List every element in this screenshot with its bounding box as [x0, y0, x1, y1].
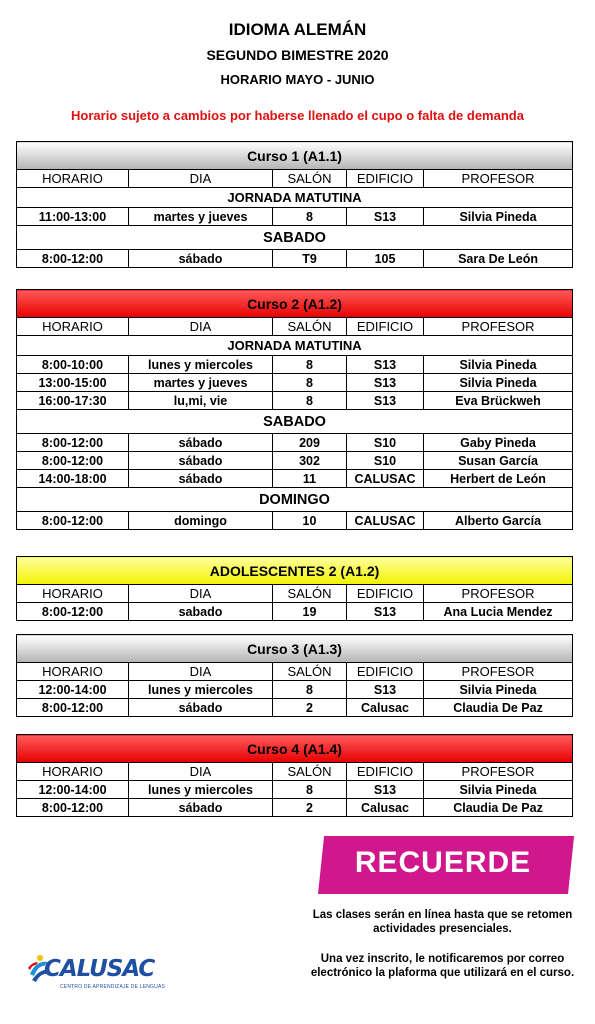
table-cell: S10	[347, 452, 424, 470]
table-cell: Gaby Pineda	[424, 434, 573, 452]
table-cell: lunes y miercoles	[129, 781, 273, 799]
table-cell: 8:00-10:00	[17, 356, 129, 374]
table-cell: S13	[347, 356, 424, 374]
table-row	[17, 470, 573, 488]
course-block	[16, 141, 572, 268]
table-cell: martes y jueves	[129, 208, 273, 226]
column-header: EDIFICIO	[347, 763, 424, 781]
table-cell: 8:00-12:00	[17, 799, 129, 817]
column-header: EDIFICIO	[347, 318, 424, 336]
table-cell: CALUSAC	[347, 470, 424, 488]
table-cell: lunes y miercoles	[129, 681, 273, 699]
course-title: ADOLESCENTES 2 (A1.2)	[17, 557, 573, 585]
table-cell: Eva Brückweh	[424, 392, 573, 410]
column-header: PROFESOR	[424, 585, 573, 603]
table-cell: 105	[347, 250, 424, 268]
table-cell: Silvia Pineda	[424, 208, 573, 226]
table-row	[17, 208, 573, 226]
table-cell: martes y jueves	[129, 374, 273, 392]
table-cell: Silvia Pineda	[424, 356, 573, 374]
table-cell: 8	[273, 781, 347, 799]
table-cell: 12:00-14:00	[17, 681, 129, 699]
table-row	[17, 781, 573, 799]
course-block	[16, 634, 572, 717]
course-block	[16, 556, 572, 621]
info-online-classes: Las clases serán en línea hasta que se retomen actividades presenciales.	[312, 909, 573, 935]
table-cell: S13	[347, 392, 424, 410]
table-cell: Calusac	[347, 799, 424, 817]
table-row	[17, 356, 573, 374]
column-header: HORARIO	[17, 763, 129, 781]
table-row	[17, 250, 573, 268]
table-row	[17, 699, 573, 717]
schedule-range: HORARIO MAYO - JUNIO	[220, 72, 375, 87]
table-cell: S13	[347, 603, 424, 621]
table-cell: 8:00-12:00	[17, 452, 129, 470]
table-cell: 8	[273, 208, 347, 226]
table-cell: 12:00-14:00	[17, 781, 129, 799]
table-cell: sabado	[129, 603, 273, 621]
course-block	[16, 289, 572, 530]
column-header: HORARIO	[17, 663, 129, 681]
column-header: DIA	[129, 318, 273, 336]
table-cell: S13	[347, 681, 424, 699]
schedule-table	[16, 734, 573, 817]
notice-text: Horario sujeto a cambios por haberse llenado el cupo o falta de demanda	[71, 108, 524, 123]
table-cell: 13:00-15:00	[17, 374, 129, 392]
column-header: HORARIO	[17, 585, 129, 603]
logo-name: CALUSAC	[44, 956, 155, 982]
table-cell: 8	[273, 374, 347, 392]
table-cell: Claudia De Paz	[424, 699, 573, 717]
table-cell: 8:00-12:00	[17, 434, 129, 452]
page-title: IDIOMA ALEMÁN	[228, 20, 367, 39]
table-cell: CALUSAC	[347, 512, 424, 530]
course-title: Curso 2 (A1.2)	[17, 290, 573, 318]
logo-subtitle: CENTRO DE APRENDIZAJE DE LENGUAS	[60, 984, 166, 990]
column-header: SALÓN	[273, 663, 347, 681]
table-cell: 8	[273, 356, 347, 374]
column-header: EDIFICIO	[347, 585, 424, 603]
section-heading: DOMINGO	[17, 488, 573, 512]
schedule-table	[16, 634, 573, 717]
section-heading: JORNADA MATUTINA	[17, 188, 573, 208]
table-cell: Silvia Pineda	[424, 781, 573, 799]
table-cell: 16:00-17:30	[17, 392, 129, 410]
table-cell: 209	[273, 434, 347, 452]
table-row	[17, 512, 573, 530]
column-header: DIA	[129, 585, 273, 603]
course-block	[16, 734, 572, 817]
table-row	[17, 681, 573, 699]
table-cell: Susan García	[424, 452, 573, 470]
table-cell: 8:00-12:00	[17, 699, 129, 717]
column-header: DIA	[129, 763, 273, 781]
table-cell: sábado	[129, 470, 273, 488]
page-subtitle: SEGUNDO BIMESTRE 2020	[206, 47, 389, 63]
column-header: PROFESOR	[424, 318, 573, 336]
table-cell: 8	[273, 681, 347, 699]
table-row	[17, 374, 573, 392]
table-row	[17, 452, 573, 470]
table-cell: 11	[273, 470, 347, 488]
table-cell: S13	[347, 208, 424, 226]
schedule-table	[16, 141, 573, 268]
column-header: PROFESOR	[424, 763, 573, 781]
schedule-table	[16, 289, 573, 530]
table-cell: sábado	[129, 799, 273, 817]
column-header: HORARIO	[17, 318, 129, 336]
table-cell: Sara De León	[424, 250, 573, 268]
table-cell: domingo	[129, 512, 273, 530]
table-cell: Ana Lucia Mendez	[424, 603, 573, 621]
table-cell: S13	[347, 781, 424, 799]
table-cell: lu,mi, vie	[129, 392, 273, 410]
table-cell: S10	[347, 434, 424, 452]
table-cell: 11:00-13:00	[17, 208, 129, 226]
column-header: PROFESOR	[424, 170, 573, 188]
recuerde-label: RECUERDE	[354, 846, 532, 879]
table-cell: Silvia Pineda	[424, 681, 573, 699]
table-cell: sábado	[129, 250, 273, 268]
column-header: SALÓN	[273, 318, 347, 336]
table-cell: Alberto García	[424, 512, 573, 530]
table-cell: 10	[273, 512, 347, 530]
table-row	[17, 603, 573, 621]
column-header: EDIFICIO	[347, 170, 424, 188]
table-cell: Claudia De Paz	[424, 799, 573, 817]
course-title: Curso 3 (A1.3)	[17, 635, 573, 663]
table-cell: T9	[273, 250, 347, 268]
table-cell: 8:00-12:00	[17, 603, 129, 621]
table-cell: 14:00-18:00	[17, 470, 129, 488]
course-title: Curso 4 (A1.4)	[17, 735, 573, 763]
table-cell: sábado	[129, 699, 273, 717]
table-row	[17, 392, 573, 410]
course-title: Curso 1 (A1.1)	[17, 142, 573, 170]
table-row	[17, 434, 573, 452]
column-header: SALÓN	[273, 763, 347, 781]
table-cell: 8:00-12:00	[17, 250, 129, 268]
table-cell: 2	[273, 799, 347, 817]
column-header: DIA	[129, 170, 273, 188]
section-heading: SABADO	[17, 410, 573, 434]
table-cell: 8:00-12:00	[17, 512, 129, 530]
table-cell: Herbert de León	[424, 470, 573, 488]
column-header: PROFESOR	[424, 663, 573, 681]
column-header: HORARIO	[17, 170, 129, 188]
table-cell: S13	[347, 374, 424, 392]
section-heading: JORNADA MATUTINA	[17, 336, 573, 356]
table-cell: 8	[273, 392, 347, 410]
table-cell: Calusac	[347, 699, 424, 717]
table-cell: sábado	[129, 452, 273, 470]
table-cell: 19	[273, 603, 347, 621]
schedule-table	[16, 556, 573, 621]
table-cell: 2	[273, 699, 347, 717]
table-row	[17, 799, 573, 817]
column-header: EDIFICIO	[347, 663, 424, 681]
table-cell: lunes y miercoles	[129, 356, 273, 374]
table-cell: Silvia Pineda	[424, 374, 573, 392]
column-header: SALÓN	[273, 170, 347, 188]
table-cell: sábado	[129, 434, 273, 452]
section-heading: SABADO	[17, 226, 573, 250]
table-cell: 302	[273, 452, 347, 470]
column-header: DIA	[129, 663, 273, 681]
info-notification: Una vez inscrito, le notificaremos por correo electrónico la plaforma que utilizará en el curso.	[310, 953, 575, 979]
column-header: SALÓN	[273, 585, 347, 603]
